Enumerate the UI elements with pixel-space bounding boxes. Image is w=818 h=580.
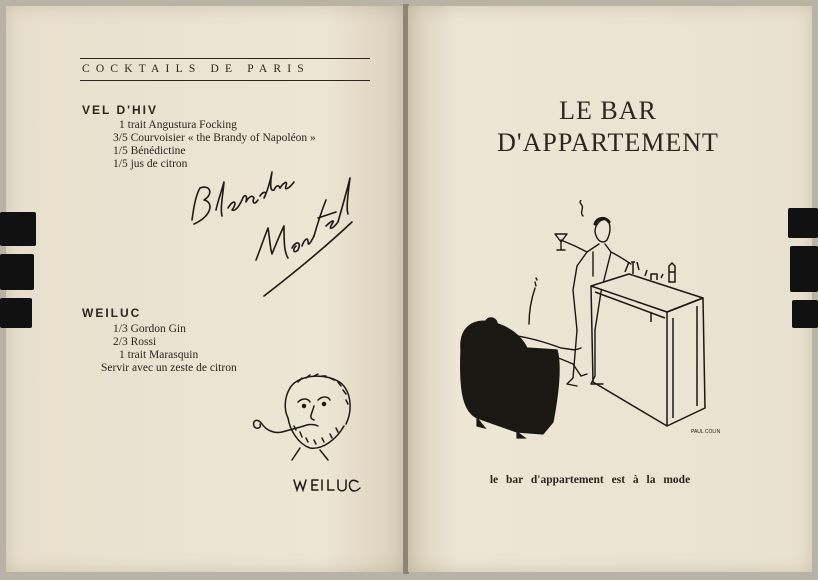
running-head-rule-top: [80, 58, 370, 59]
recipe-title-weiluc: WEILUC: [82, 306, 142, 320]
ingredient-line: 1 trait Marasquin: [119, 349, 199, 361]
running-head: COCKTAILS DE PARIS: [82, 63, 310, 75]
page-caption: le bar d'appartement est à la mode: [489, 474, 691, 486]
ingredient-line: 3/5 Courvoisier « the Brandy of Napoléon »: [113, 132, 316, 144]
page-title-line-2: D'APPARTEMENT: [497, 128, 719, 157]
binder-clip-right-top: [788, 208, 818, 238]
ingredient-line: 1/5 jus de citron: [113, 158, 188, 170]
running-head-rule-bottom: [80, 80, 370, 81]
page-title-line-1: LE BAR: [559, 96, 657, 125]
bar-illustration: [455, 200, 730, 445]
ingredient-line: 2/3 Rossi: [113, 336, 157, 348]
recipe-title-vel-dhiv: VEL D'HIV: [82, 103, 158, 117]
illustration-signature: PAUL COLIN: [691, 429, 721, 435]
ingredient-line: 1/5 Bénédictine: [113, 145, 186, 157]
binder-clip-left-bottom: [0, 298, 32, 328]
blanche-montel-signature: [180, 160, 370, 305]
recipe-ingredients-weiluc: [101, 323, 237, 375]
binder-clip-left-top: [0, 212, 36, 246]
binder-clip-right-bottom: [792, 300, 818, 328]
binder-clip-left-middle: [0, 254, 34, 290]
ingredient-line: Servir avec un zeste de citron: [101, 362, 237, 374]
weiluc-caricature: [248, 368, 368, 498]
binder-clip-right-middle: [790, 246, 818, 292]
ingredient-line: 1/3 Gordon Gin: [113, 323, 186, 335]
ingredient-line: 1 trait Angustura Focking: [119, 119, 237, 131]
